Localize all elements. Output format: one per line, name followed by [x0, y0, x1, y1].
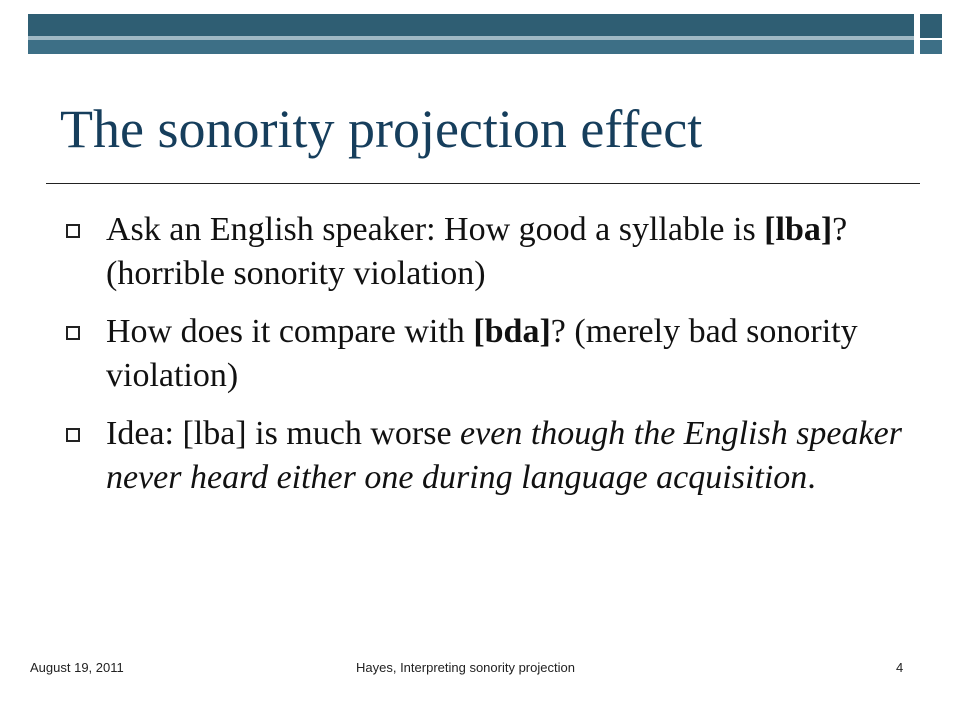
- header-band: [28, 14, 914, 54]
- footer-title: Hayes, Interpreting sonority projection: [356, 660, 575, 675]
- bullet-item: [64, 208, 914, 296]
- square-bullet-icon: [66, 224, 80, 238]
- footer-date: August 19, 2011: [30, 660, 124, 675]
- header-corner-block: [920, 14, 942, 38]
- bullet-text-normal: Idea: [lba] is much worse: [106, 415, 461, 452]
- square-bullet-icon: [66, 428, 80, 442]
- bullet-text-italic: even though the English speaker never heard either one during language acquisition: [106, 415, 902, 496]
- bullet-text-normal: How does it compare with: [106, 313, 474, 350]
- bullet-text-normal: Ask an English speaker: How good a syllable is: [106, 211, 765, 248]
- slide-title: The sonority projection effect: [60, 99, 703, 159]
- bullet-text-bold: [lba]: [764, 211, 833, 248]
- header-band-lower: [28, 40, 914, 54]
- bullet-text-normal: ? (merely bad sonority violation): [106, 313, 858, 394]
- square-bullet-icon: [66, 326, 80, 340]
- bullet-text-normal: .: [807, 459, 816, 496]
- bullet-item: [64, 412, 914, 500]
- header-corner-block-lower: [920, 40, 942, 54]
- title-divider: [46, 183, 920, 184]
- bullet-text-normal: ? (horrible sonority violation): [106, 211, 848, 292]
- footer-page-number: 4: [896, 660, 904, 675]
- bullet-list: [64, 208, 914, 514]
- bullet-text-bold: [bda]: [473, 313, 551, 350]
- bullet-item: [64, 310, 914, 398]
